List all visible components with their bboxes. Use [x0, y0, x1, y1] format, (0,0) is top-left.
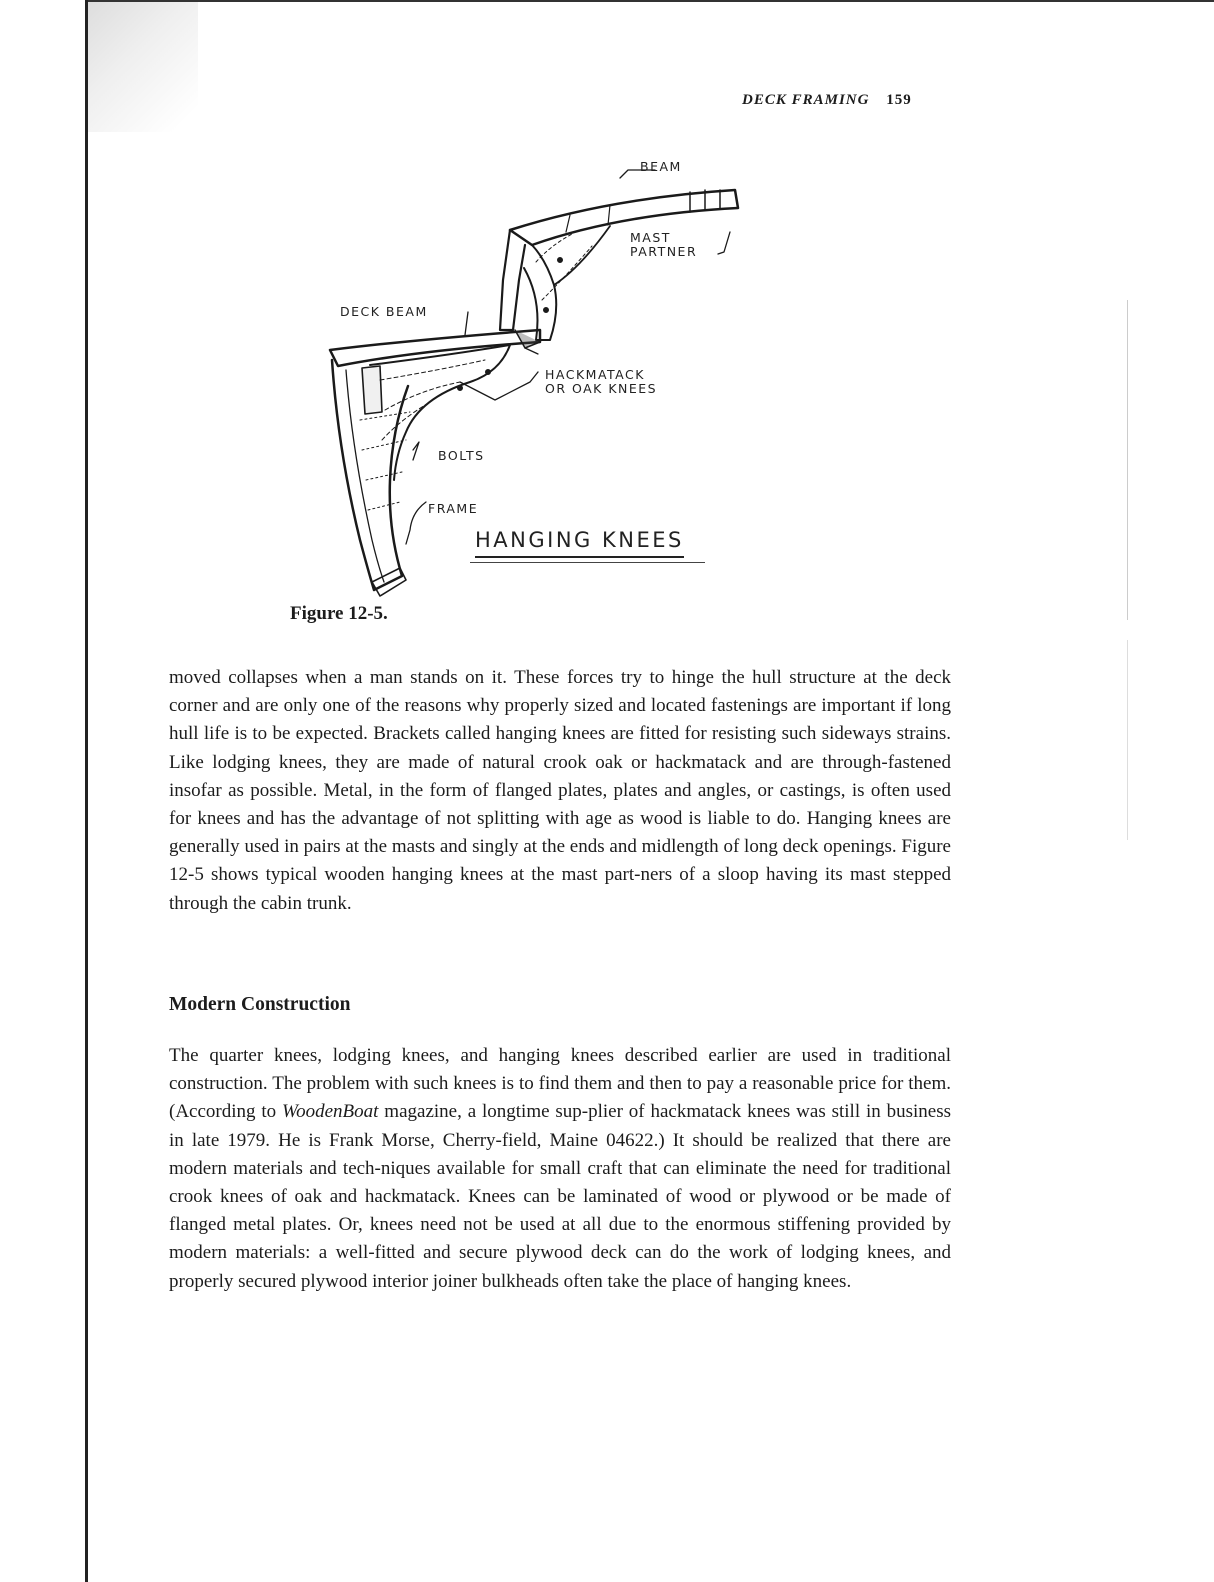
figure-title-underline: [470, 562, 705, 563]
label-mast-partner: MAST PARTNER: [630, 230, 698, 259]
label-hackmatack: HACKMATACK OR OAK KNEES: [545, 367, 658, 396]
scan-smudge: [88, 2, 198, 132]
page-number: 159: [886, 92, 912, 108]
upper-knee: [524, 245, 556, 340]
scan-right-edge-lower: [1127, 640, 1128, 840]
scan-right-edge: [1127, 300, 1128, 620]
body-paragraph-1: moved collapses when a man stands on it. These forces try to hinge the hull structure at the deck corner and are only one of the reasons why properly sized and located fastenings are important if long hull life is to be expected. Brackets called hanging knees are fitted for resisting such sideways strains. Like lodging knees, they are made of natural crook oak or hackmatack and are through-fastened insofar as possible. Metal, in the form of flanged plates, plates and angles, or castings, is often used for knees and has the advantage of not splitting with age as wood is liable to do. Hanging knees are generally used in pairs at the masts and singly at the ends and midlength of long deck openings. Figure 12-5 shows typical wooden hanging knees at the mast part-ners of a sloop having its mast stepped through the cabin trunk.: [169, 667, 951, 914]
magazine-name: WoodenBoat: [282, 1101, 379, 1123]
label-deck-beam: DECK BEAM: [340, 304, 428, 319]
running-head-title: DECK FRAMING: [742, 92, 870, 108]
body-paragraph-2: [169, 1042, 951, 1296]
label-bolts: BOLTS: [438, 448, 485, 463]
scan-left-edge: [85, 0, 88, 1582]
label-frame: FRAME: [428, 501, 479, 516]
label-beam: BEAM: [640, 159, 682, 174]
section-heading: Modern Construction: [169, 994, 351, 1015]
upper-beam-shape: [510, 190, 738, 245]
running-head: [742, 92, 912, 109]
scan-top-edge: [85, 0, 1214, 2]
figure-title: HANGING KNEES: [475, 528, 684, 558]
figure-caption: Figure 12-5.: [290, 603, 388, 624]
paragraph-2-text-a: The quarter knees, lodging knees, and hanging knees described earlier are used in traditional construction. The problem with such knees is to find them and then to pay a reasonable price for them. (According to: [169, 1045, 951, 1123]
trunk-side: [500, 230, 525, 330]
paragraph-2-text-b: magazine, a longtime sup-plier of hackmatack knees was still in business in late 1979. He is Frank Morse, Cherry-field, Maine 04622.) It should be realized that there are modern materials and tech-niques available for small craft that can eliminate the need for traditional crook knees of oak and hackmatack. Knees can be laminated of wood or plywood or be made of flanged metal plates. Or, knees need not be used at all due to the enormous stiffening provided by modern materials: a well-fitted and secure plywood deck can do the work of lodging knees, and properly secured plywood interior joiner bulkheads often take the place of hanging knees.: [169, 1101, 951, 1292]
